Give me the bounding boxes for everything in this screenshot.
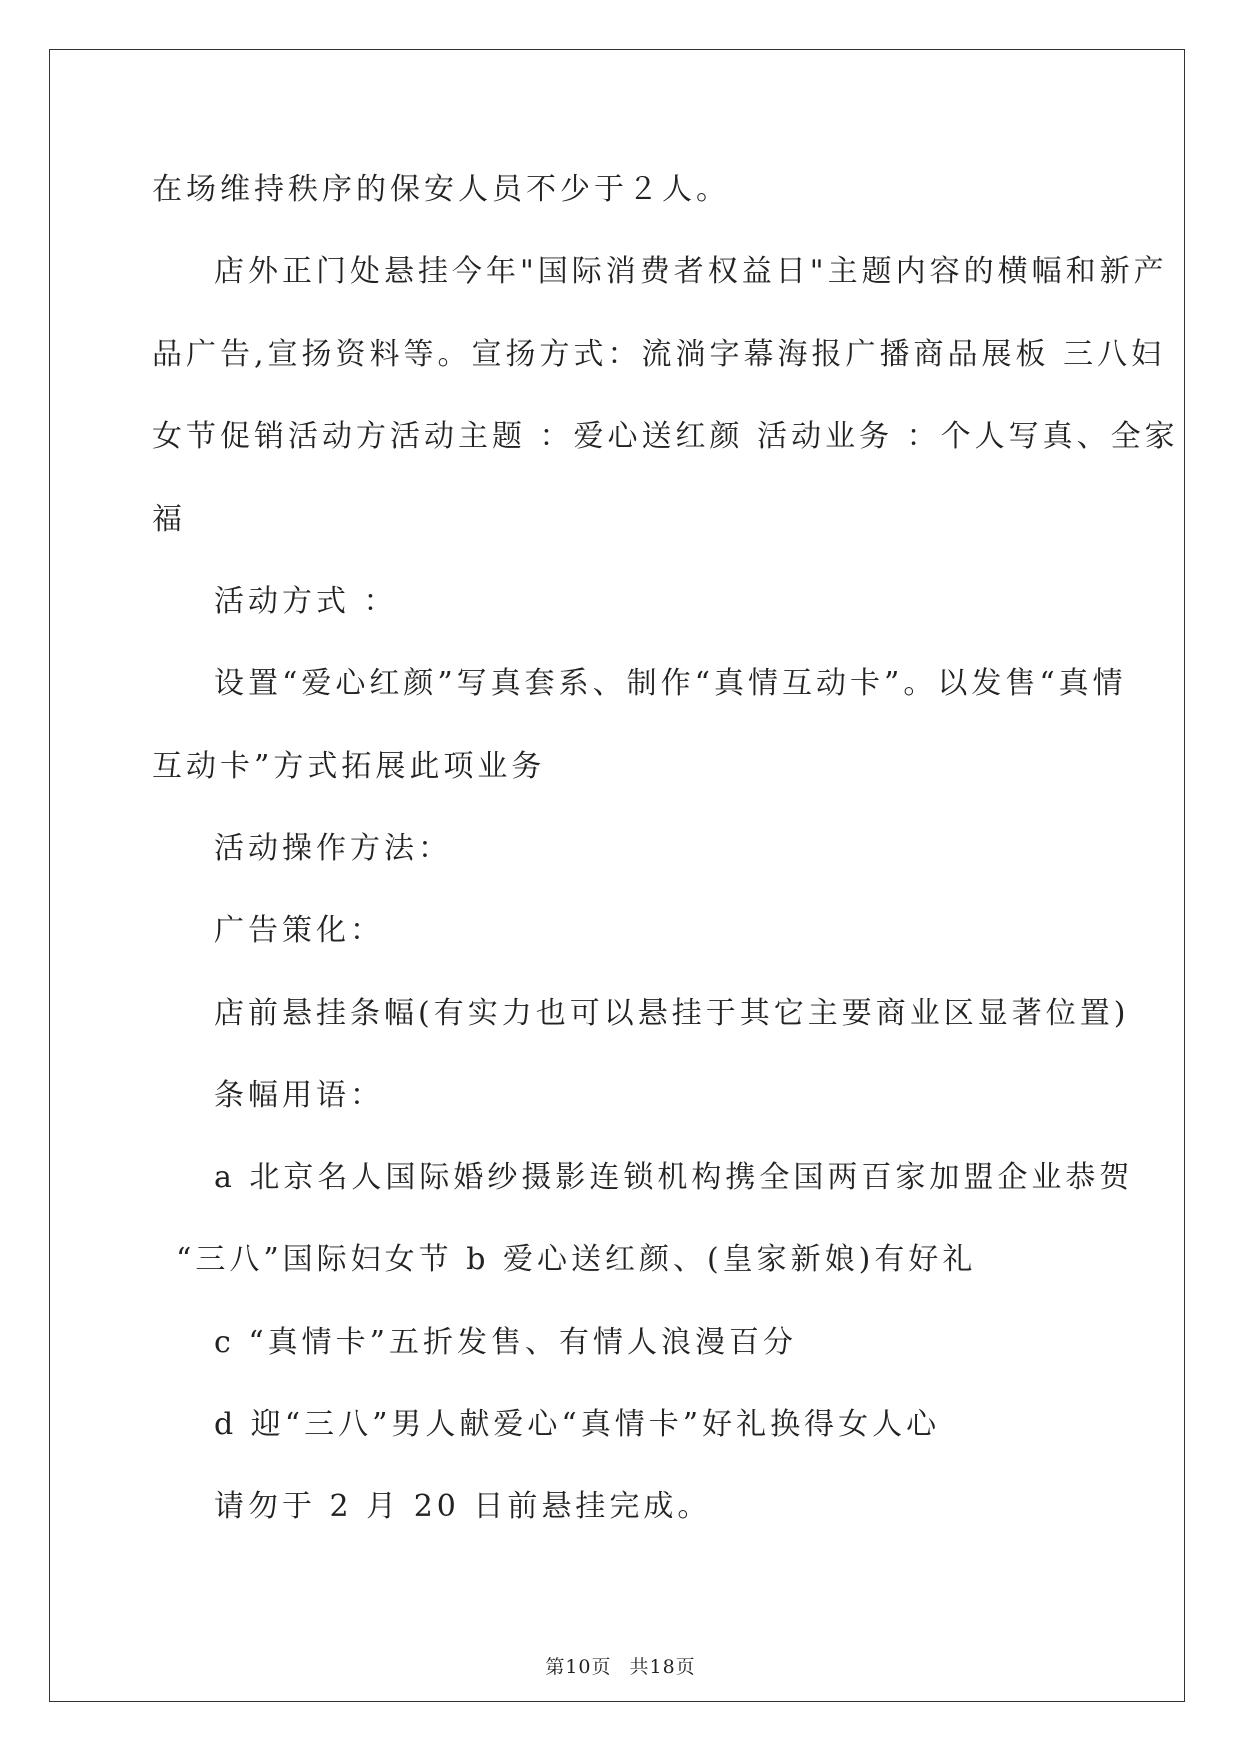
page-footer bbox=[0, 1653, 1241, 1681]
text-line: 福 bbox=[152, 502, 186, 537]
text-line: 女节促销活动方活动主题 ：爱心送红颜 活动业务 ：个人写真、全家 bbox=[152, 419, 1179, 454]
text-line: 请勿于 2 月 20 日前悬挂完成。 bbox=[214, 1489, 712, 1524]
text-line: d 迎“三八”男人献爱心“真情卡”好礼换得女人心 bbox=[214, 1407, 941, 1442]
text-line: 品广告,宣扬资料等。宣扬方式：流淌字幕海报广播商品展板 三八妇 bbox=[152, 337, 1166, 372]
text-line: 活动方式 ： bbox=[214, 584, 398, 619]
text-line: 在场维持秩序的保安人员不少于２人。 bbox=[152, 172, 730, 207]
text-line: 店前悬挂条幅(有实力也可以悬挂于其它主要商业区显著位置) bbox=[214, 996, 1130, 1031]
page-total: 共18页 bbox=[629, 1656, 696, 1678]
text-line: 设置“爱心红颜”写真套系、制作“真情互动卡”。以发售“真情 bbox=[214, 666, 1127, 701]
text-line: 活动操作方法： bbox=[214, 831, 452, 866]
page-border bbox=[49, 49, 1185, 1702]
page-number: 第10页 bbox=[545, 1656, 612, 1678]
text-line: 广告策化： bbox=[214, 913, 384, 948]
text-line: “三八”国际妇女节 b 爱心送红颜、(皇家新娘)有好礼 bbox=[176, 1242, 977, 1277]
text-line: c “真情卡”五折发售、有情人浪漫百分 bbox=[214, 1325, 798, 1360]
text-line: 店外正门处悬挂今年"国际消费者权益日"主题内容的横幅和新产 bbox=[214, 254, 1168, 289]
text-line: 互动卡”方式拓展此项业务 bbox=[152, 749, 546, 784]
text-line: 条幅用语： bbox=[214, 1078, 384, 1113]
text-line: a 北京名人国际婚纱摄影连锁机构携全国两百家加盟企业恭贺 bbox=[214, 1160, 1134, 1195]
